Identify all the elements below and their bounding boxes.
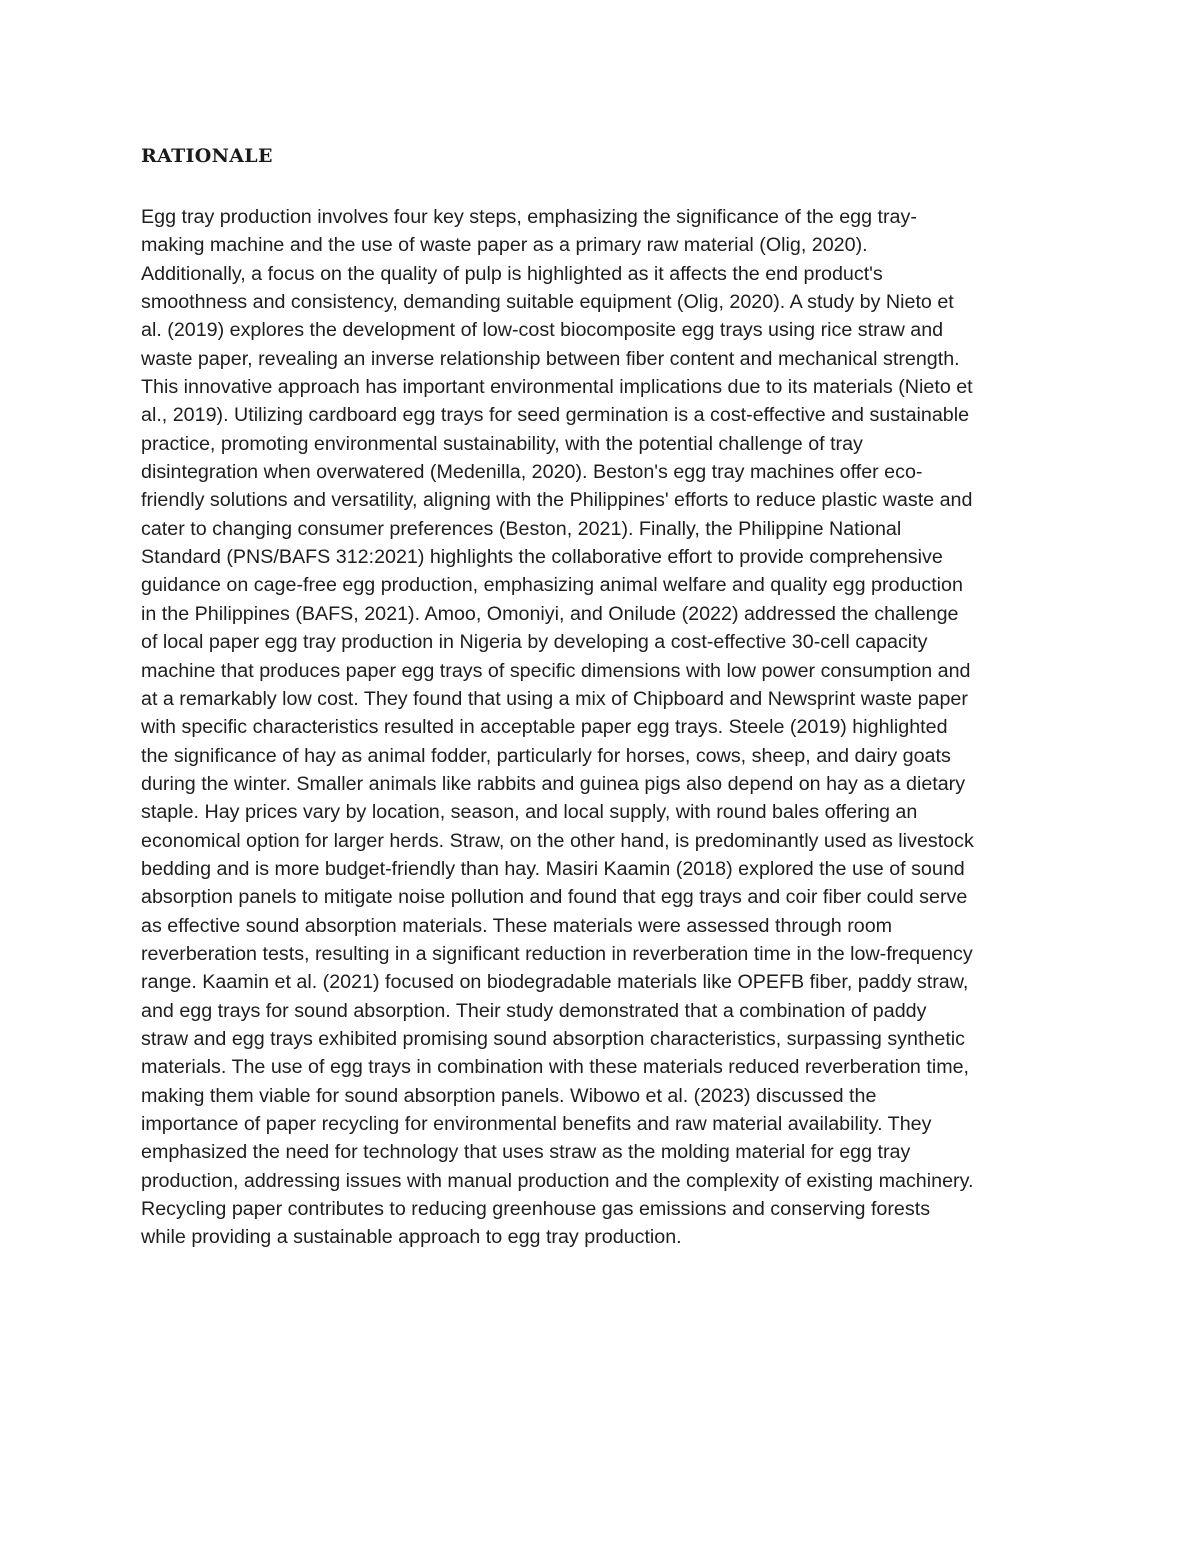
paragraph-line: and egg trays for sound absorption. Their study demonstrated that a combination of paddy (141, 999, 927, 1022)
paragraph-line: This innovative approach has important environmental implications due to its materials (Nieto et (141, 376, 973, 399)
paragraph-line: reverberation tests, resulting in a significant reduction in reverberation time in the low-frequency (141, 942, 973, 965)
paragraph-line: friendly solutions and versatility, aligning with the Philippines' efforts to reduce plastic waste and (141, 489, 973, 512)
paragraph-line: Standard (PNS/BAFS 312:2021) highlights the collaborative effort to provide comprehensive (141, 546, 943, 569)
paragraph-line: during the winter. Smaller animals like rabbits and guinea pigs also depend on hay as a dietary (141, 772, 966, 795)
paragraph-line: as effective sound absorption materials. These materials were assessed through room (141, 914, 893, 937)
rationale-paragraph (141, 203, 1071, 1252)
paragraph-line: bedding and is more budget-friendly than hay. Masiri Kaamin (2018) explored the use of sound (141, 857, 965, 880)
paragraph-line: smoothness and consistency, demanding suitable equipment (Olig, 2020). A study by Nieto et (141, 291, 954, 314)
paragraph-line: absorption panels to mitigate noise pollution and found that egg trays and coir fiber could serve (141, 886, 968, 909)
paragraph-line: making them viable for sound absorption panels. Wibowo et al. (2023) discussed the (141, 1084, 877, 1107)
paragraph-line: production, addressing issues with manual production and the complexity of existing machinery. (141, 1169, 974, 1192)
paragraph-line: straw and egg trays exhibited promising sound absorption characteristics, surpassing synthetic (141, 1027, 966, 1050)
paragraph-line: materials. The use of egg trays in combination with these materials reduced reverberation time, (141, 1056, 970, 1079)
paragraph-line: al. (2019) explores the development of low-cost biocomposite egg trays using rice straw and (141, 319, 944, 342)
paragraph-line: range. Kaamin et al. (2021) focused on biodegradable materials like OPEFB fiber, paddy straw, (141, 971, 969, 994)
paragraph-line: practice, promoting environmental sustainability, with the potential challenge of tray (141, 432, 863, 455)
paragraph-line: Additionally, a focus on the quality of pulp is highlighted as it affects the end product's (141, 262, 883, 285)
paragraph-line: waste paper, revealing an inverse relationship between fiber content and mechanical strength. (141, 347, 960, 370)
paragraph-line: the significance of hay as animal fodder, particularly for horses, cows, sheep, and dairy goats (141, 744, 951, 767)
paragraph-line: while providing a sustainable approach to egg tray production. (141, 1226, 682, 1249)
paragraph-line: al., 2019). Utilizing cardboard egg trays for seed germination is a cost-effective and sustainable (141, 404, 970, 427)
paragraph-line: cater to changing consumer preferences (Beston, 2021). Finally, the Philippine National (141, 517, 902, 540)
section-heading: RATIONALE (141, 145, 273, 167)
paragraph-line: Egg tray production involves four key steps, emphasizing the significance of the egg tray- (141, 206, 917, 228)
paragraph-line: of local paper egg tray production in Nigeria by developing a cost-effective 30-cell capacity (141, 631, 928, 654)
paragraph-line: at a remarkably low cost. They found that using a mix of Chipboard and Newsprint waste paper (141, 687, 968, 710)
paragraph-line: staple. Hay prices vary by location, season, and local supply, with round bales offering an (141, 801, 918, 824)
paragraph-line: Recycling paper contributes to reducing greenhouse gas emissions and conserving forests (141, 1198, 931, 1221)
paragraph-line: disintegration when overwatered (Medenilla, 2020). Beston's egg tray machines offer eco- (141, 461, 923, 484)
paragraph-line: in the Philippines (BAFS, 2021). Amoo, Omoniyi, and Onilude (2022) addressed the challenge (141, 602, 959, 625)
paragraph-line: emphasized the need for technology that uses straw as the molding material for egg tray (141, 1141, 911, 1164)
paragraph-line: making machine and the use of waste paper as a primary raw material (Olig, 2020). (141, 234, 868, 257)
paragraph-line: economical option for larger herds. Straw, on the other hand, is predominantly used as livestock (141, 829, 974, 852)
paragraph-line: with specific characteristics resulted in acceptable paper egg trays. Steele (2019) highlighted (141, 716, 948, 739)
paragraph-line: importance of paper recycling for environmental benefits and raw material availability. They (141, 1113, 932, 1135)
paragraph-line: machine that produces paper egg trays of specific dimensions with low power consumption and (141, 659, 971, 682)
paragraph-line: guidance on cage-free egg production, emphasizing animal welfare and quality egg production (141, 574, 963, 597)
